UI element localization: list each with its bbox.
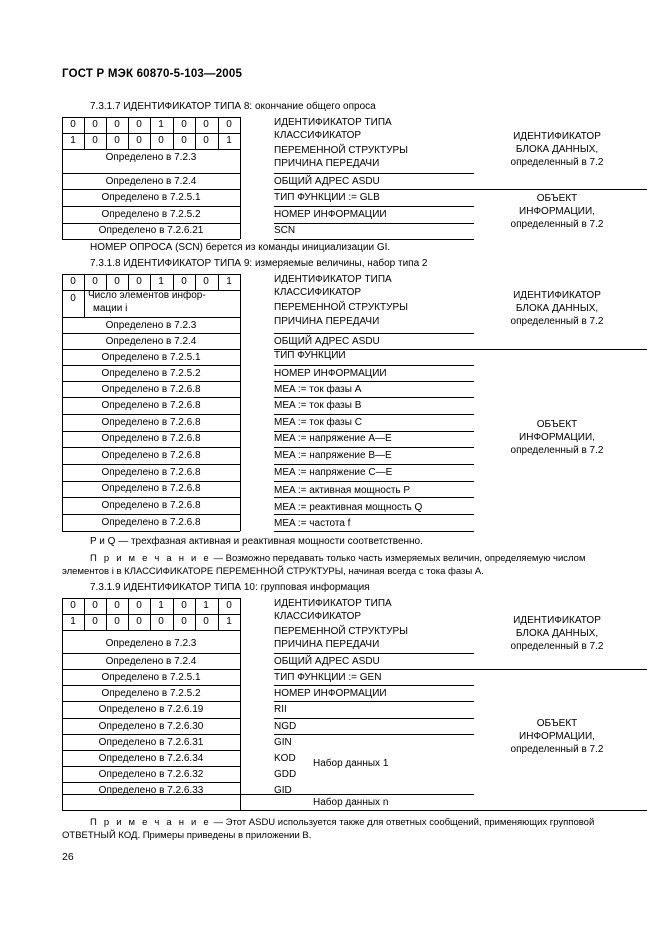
count-label: мации i [93,303,128,314]
bit-cell: 0 [226,600,232,611]
rule-line [195,133,196,149]
dataset-label: Набор данных 1 [313,758,389,769]
bit-cell: 0 [203,119,209,130]
rule-line [62,274,240,275]
rule-line [195,598,196,614]
rule-line [62,333,240,334]
rule-line [84,290,85,317]
rule-line [274,718,474,719]
rule-line [62,497,240,498]
rule-line [106,598,107,614]
bit-cell: 1 [158,600,164,611]
rule-line [274,701,474,702]
bit-cell: 0 [92,600,98,611]
bit-cell: 0 [70,293,76,304]
bit-cell: 0 [136,600,142,611]
field-name: GDD [274,769,297,780]
bit-cell: 0 [136,119,142,130]
rule-line [62,653,240,654]
field-name: GID [274,785,292,796]
rule-line [84,133,85,149]
field-name: НОМЕР ИНФОРМАЦИИ [274,368,387,379]
rule-line [474,189,647,190]
defined-in-label: Определено в 7.2.6.34 [98,753,204,764]
group-label-line: ИНФОРМАЦИИ, [519,432,595,443]
rule-line [150,614,151,630]
defined-in-label: Определено в 7.2.4 [105,656,197,667]
rule-line [84,117,85,133]
rule-line [218,133,219,149]
type10-note [62,816,602,842]
bit-cell: 0 [181,616,187,627]
defined-in-label: Определено в 7.2.5.2 [101,688,201,699]
rule-line [62,630,240,631]
rule-line [62,223,240,224]
group-label-line: ОБЪЕКТ [536,718,578,729]
rule-line [195,274,196,290]
rule-line [62,514,240,515]
rule-line [150,274,151,290]
field-name: ТИП ФУНКЦИИ := GLB [274,192,380,203]
rule-line [173,133,174,149]
rule-line [150,133,151,149]
rule-line [62,149,240,150]
bit-cell: 0 [158,616,164,627]
rule-line [274,414,474,415]
rule-line [274,189,474,190]
bit-cell: 0 [114,119,120,130]
group-label-line: определенный в 7.2 [510,316,604,327]
group-info-object [467,717,647,756]
group-label-line: определенный в 7.2 [510,157,604,168]
bit-cell: 0 [203,276,209,287]
rule-line [274,685,474,686]
bit-cell: 0 [114,276,120,287]
bit-cell: 0 [70,119,76,130]
rule-line [274,734,474,735]
rule-line [62,414,240,415]
defined-in-label: Определено в 7.2.3 [105,638,197,649]
bit-cell: 0 [226,119,232,130]
rule-line [62,173,240,174]
bit-cell: 0 [181,135,187,146]
bit-cell: 0 [92,616,98,627]
defined-in-label: Определено в 7.2.5.2 [101,209,201,220]
bit-cell: 0 [114,600,120,611]
rule-line [62,189,240,190]
group-data-unit-id [467,130,647,169]
rule-line [274,447,474,448]
rule-line [106,117,107,133]
group-data-unit-id [467,614,647,653]
note-label: П р и м е ч а н и е [90,817,211,828]
rule-line [274,464,474,465]
rule-line [218,274,219,290]
bit-cell: 1 [70,135,76,146]
rule-line [62,598,240,599]
field-name: MEA := напряжение A—E [274,433,392,444]
rule-line [62,701,240,702]
rule-line [128,274,129,290]
rule-line [62,782,240,783]
rule-line [240,274,241,531]
group-label-line: БЛОКА ДАННЫХ, [515,628,599,639]
rule-line [84,274,85,290]
note-label: П р и м е ч а н и е [90,553,211,564]
section-title-type10: 7.3.1.9 ИДЕНТИФИКАТОР ТИПА 10: групповая информация [90,582,370,593]
rule-line [173,598,174,614]
defined-in-label: Определено в 7.2.6.8 [101,384,201,395]
rule-line [106,274,107,290]
rule-line [62,810,647,811]
bit-cell: 0 [181,276,187,287]
rule-line [62,464,240,465]
field-name: ПЕРЕМЕННОЙ СТРУКТУРЫ [274,626,408,637]
rule-line [218,598,219,614]
rule-line [274,531,474,532]
rule-line [274,365,474,366]
field-name: MEA := реактивная мощность Q [274,502,423,513]
type8-footnote: НОМЕР ОПРОСА (SCN) берется из команды инициализации GI. [90,242,391,253]
group-label-line: определенный в 7.2 [510,445,604,456]
field-name: MEA := активная мощность P [274,485,411,496]
rule-line [274,333,474,334]
page-header: ГОСТ Р МЭК 60870-5-103—2005 [62,68,243,80]
field-name: ПЕРЕМЕННОЙ СТРУКТУРЫ [274,302,408,313]
field-name: ИДЕНТИФИКАТОР ТИПА [274,274,392,285]
defined-in-label: Определено в 7.2.6.8 [101,417,201,428]
field-name: KOD [274,753,296,764]
rule-line [62,531,240,532]
group-info-object [467,418,647,457]
rule-line [274,497,474,498]
group-label-line: ОБЪЕКТ [536,419,578,430]
field-name: GIN [274,737,292,748]
field-name: ПЕРЕМЕННОЙ СТРУКТУРЫ [274,145,408,156]
field-name: КЛАССИФИКАТОР [274,130,362,141]
field-name: ОБЩИЙ АДРЕС ASDU [274,176,380,187]
bit-cell: 0 [203,616,209,627]
rule-line [274,431,474,432]
rule-line [128,598,129,614]
rule-line [106,614,107,630]
rule-line [274,206,474,207]
rule-line [62,685,240,686]
bit-cell: 0 [114,616,120,627]
rule-line [106,133,107,149]
defined-in-label: Определено в 7.2.6.21 [98,225,204,236]
rule-line [62,431,240,432]
field-name: MEA := ток фазы B [274,400,362,411]
bit-cell: 0 [136,135,142,146]
rule-line [240,117,241,239]
group-data-unit-id [467,289,647,328]
defined-in-label: Определено в 7.2.6.8 [101,500,201,511]
rule-line [62,133,240,134]
rule-line [195,614,196,630]
rule-line [62,349,240,350]
type9-footnote: P и Q — трехфазная активная и реактивная мощности соответственно. [90,536,423,547]
rule-line [474,669,647,670]
defined-in-label: Определено в 7.2.3 [105,152,197,163]
defined-in-label: Определено в 7.2.5.1 [101,192,201,203]
bit-cell: 1 [70,616,76,627]
rule-line [150,117,151,133]
group-label-line: ИНФОРМАЦИИ, [519,731,595,742]
note-text: — Этот ASDU используется также для ответных сообщений, применяющих групповой ОТВЕТНЫЙ КОД. Примеры приведены в приложении B. [62,817,595,841]
rule-line [274,397,474,398]
group-label-line: ИДЕНТИФИКАТОР [513,615,601,626]
rule-line [274,481,474,482]
bit-cell: 0 [114,135,120,146]
field-name: ТИП ФУНКЦИИ := GEN [274,672,382,683]
field-name: ПРИЧИНА ПЕРЕДАЧИ [274,158,380,169]
defined-in-label: Определено в 7.2.6.19 [98,704,204,715]
bit-cell: 0 [181,119,187,130]
field-name: ТИП ФУНКЦИИ [274,350,346,361]
field-name: MEA := напряжение B—E [274,450,392,461]
rule-line [84,598,85,614]
rule-line [274,381,474,382]
bit-cell: 1 [226,616,232,627]
bit-cell: 0 [181,600,187,611]
field-name: RII [274,704,287,715]
group-label-line: ОБЪЕКТ [536,193,578,204]
rule-line [62,718,240,719]
field-name: SCN [274,225,296,236]
rule-line [218,117,219,133]
group-info-object [467,192,647,231]
defined-in-label: Определено в 7.2.6.8 [101,400,201,411]
field-name: ПРИЧИНА ПЕРЕДАЧИ [274,316,380,327]
rule-line [173,274,174,290]
type9-note [62,552,602,578]
field-name: NGD [274,721,297,732]
rule-line [274,653,474,654]
bit-cell: 0 [203,135,209,146]
defined-in-label: Определено в 7.2.5.2 [101,368,201,379]
bit-cell: 0 [70,276,76,287]
rule-line [128,133,129,149]
rule-line [240,598,241,810]
group-label-line: БЛОКА ДАННЫХ, [515,303,599,314]
defined-in-label: Определено в 7.2.6.30 [98,721,204,732]
field-name: НОМЕР ИНФОРМАЦИИ [274,209,387,220]
bit-cell: 1 [158,276,164,287]
rule-line [62,766,240,767]
page-number: 26 [62,851,74,863]
field-name: MEA := ток фазы C [274,417,362,428]
rule-line [62,397,240,398]
bit-cell: 1 [226,135,232,146]
bit-cell: 0 [92,119,98,130]
rule-line [62,481,240,482]
defined-in-label: Определено в 7.2.6.33 [98,785,204,796]
bit-cell: 0 [92,135,98,146]
field-name: MEA := частота f [274,518,351,529]
rule-line [62,614,240,615]
rule-line [62,734,240,735]
group-label-line: ИДЕНТИФИКАТОР [513,290,601,301]
rule-line [62,206,240,207]
rule-line [84,614,85,630]
field-name: ИДЕНТИФИКАТОР ТИПА [274,117,392,128]
bit-cell: 0 [136,276,142,287]
defined-in-label: Определено в 7.2.6.8 [101,483,201,494]
bit-cell: 0 [136,616,142,627]
group-label-line: определенный в 7.2 [510,744,604,755]
field-name: ПРИЧИНА ПЕРЕДАЧИ [274,639,380,650]
defined-in-label: Определено в 7.2.6.31 [98,737,204,748]
group-label-line: БЛОКА ДАННЫХ, [515,144,599,155]
group-label-line: ИНФОРМАЦИИ, [519,206,595,217]
rule-line [274,669,474,670]
defined-in-label: Определено в 7.2.4 [105,336,197,347]
rule-line [173,117,174,133]
rule-line [62,381,240,382]
bit-cell: 0 [158,135,164,146]
rule-line [62,669,240,670]
rule-line [128,614,129,630]
defined-in-label: Определено в 7.2.5.1 [101,352,201,363]
defined-in-label: Определено в 7.2.6.8 [101,450,201,461]
rule-line [62,239,240,240]
defined-in-label: Определено в 7.2.3 [105,320,197,331]
section-title-type8: 7.3.1.7 ИДЕНТИФИКАТОР ТИПА 8: окончание общего опроса [90,101,376,112]
rule-line [128,117,129,133]
bit-cell: 1 [203,600,209,611]
field-name: НОМЕР ИНФОРМАЦИИ [274,688,387,699]
group-label-line: определенный в 7.2 [510,219,604,230]
defined-in-label: Определено в 7.2.6.8 [101,467,201,478]
rule-line [62,750,240,751]
rule-line [474,349,647,350]
count-label: Число элементов инфор- [88,290,206,301]
rule-line [274,239,474,240]
rule-line [274,514,474,515]
defined-in-label: Определено в 7.2.4 [105,176,197,187]
field-name: ОБЩИЙ АДРЕС ASDU [274,656,380,667]
rule-line [195,117,196,133]
field-name: ОБЩИЙ АДРЕС ASDU [274,336,380,347]
bit-cell: 1 [158,119,164,130]
rule-line [218,614,219,630]
field-name: КЛАССИФИКАТОР [274,611,362,622]
rule-line [62,117,240,118]
rule-line [274,173,474,174]
field-name: MEA := ток фазы A [274,384,362,395]
group-label-line: ИДЕНТИФИКАТОР [513,131,601,142]
rule-line [62,447,240,448]
rule-line [150,598,151,614]
note-text: — Возможно передавать только часть измеряемых величин, определяемую числом элементов i в КЛАССИФИКАТОРЕ ПЕРЕМЕННОЙ СТРУКТУРЫ, начиная всегда с тока фазы A. [62,553,586,577]
rule-line [62,365,240,366]
rule-line [274,223,474,224]
defined-in-label: Определено в 7.2.6.8 [101,433,201,444]
group-label-line: определенный в 7.2 [510,641,604,652]
bit-cell: 1 [226,276,232,287]
defined-in-label: Определено в 7.2.6.32 [98,769,204,780]
field-name: ИДЕНТИФИКАТОР ТИПА [274,598,392,609]
bit-cell: 0 [70,600,76,611]
bit-cell: 0 [92,276,98,287]
section-title-type9: 7.3.1.8 ИДЕНТИФИКАТОР ТИПА 9: измеряемые величины, набор типа 2 [90,258,428,269]
field-name: MEA := напряжение C—E [274,467,393,478]
dataset-label: Набор данных n [313,797,389,808]
defined-in-label: Определено в 7.2.5.1 [101,672,201,683]
rule-line [62,317,240,318]
defined-in-label: Определено в 7.2.6.8 [101,517,201,528]
rule-line [173,614,174,630]
field-name: КЛАССИФИКАТОР [274,287,362,298]
